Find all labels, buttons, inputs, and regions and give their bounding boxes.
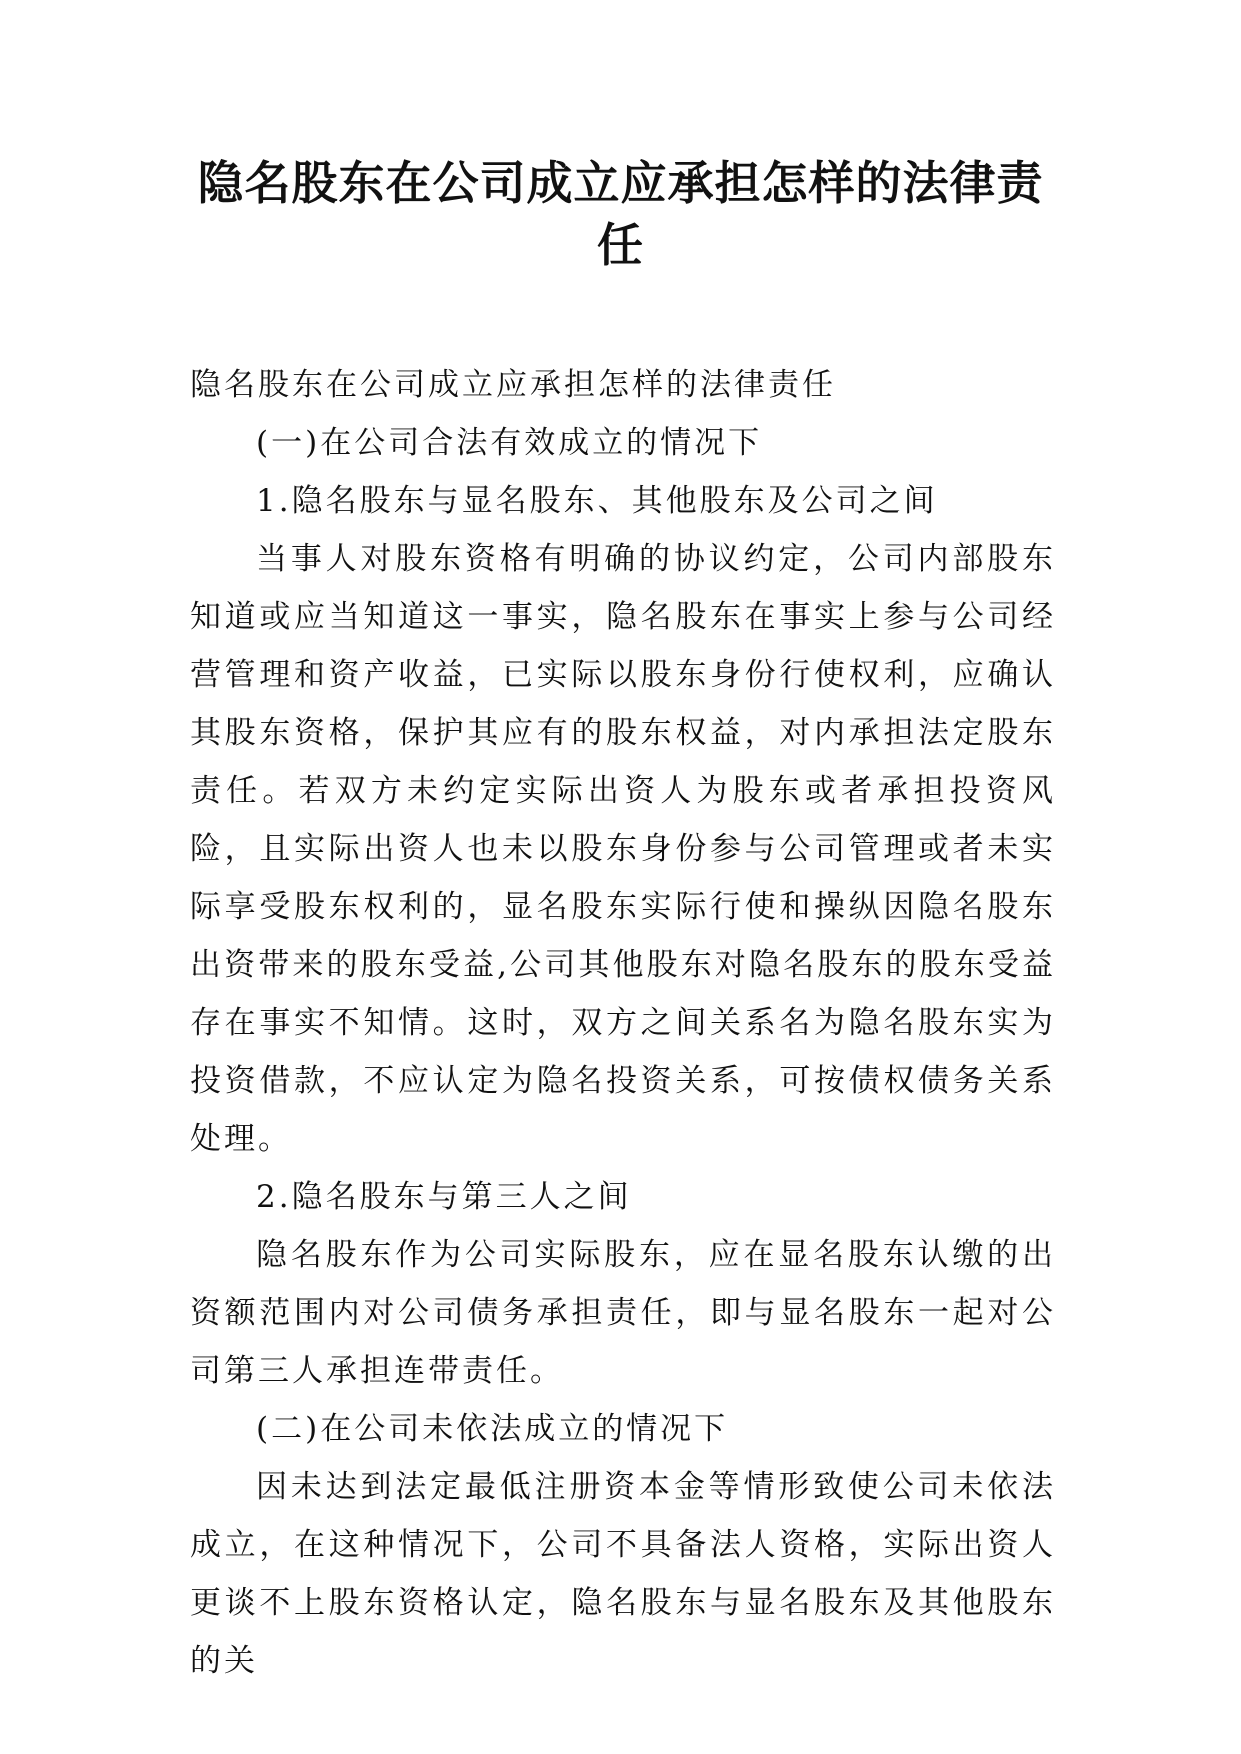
subsection-heading-2: 2.隐名股东与第三人之间 [256, 1179, 632, 1215]
paragraph: 隐名股东作为公司实际股东，应在显名股东认缴的出资额范围内对公司债务承担责任，即与显名股东一起对公司第三人承担连带责任。 [190, 1237, 1056, 1389]
paragraph: 因未达到法定最低注册资本金等情形致使公司未依法成立，在这种情况下，公司不具备法人资格，实际出资人更谈不上股东资格认定，隐名股东与显名股东及其他股东的关 [190, 1469, 1056, 1679]
subsection-heading-1: 1.隐名股东与显名股东、其他股东及公司之间 [256, 483, 938, 519]
paragraph: 当事人对股东资格有明确的协议约定，公司内部股东知道或应当知道这一事实，隐名股东在事实上参与公司经营管理和资产收益，已实际以股东身份行使权利，应确认其股东资格，保护其应有的股东权益，对内承担法定股东责任。若双方未约定实际出资人为股东或者承担投资风险，且实际出资人也未以股东身份参与公司管理或者未实际享受股东权利的，显名股东实际行使和操纵因隐名股东出资带来的股东受益,公司其他股东对隐名股东的股东受益存在事实不知情。这时，双方之间关系名为隐名股东实为投资借款，不应认定为隐名投资关系，可按债权债务关系处理。 [190, 541, 1056, 1157]
paragraph-heading: 隐名股东在公司成立应承担怎样的法律责任 [190, 367, 836, 403]
document-title: 隐名股东在公司成立应承担怎样的法律责任 [197, 156, 1044, 272]
section-heading-1: (一)在公司合法有效成立的情况下 [256, 425, 763, 461]
document-body [190, 356, 1056, 1690]
section-heading-2: (二)在公司未依法成立的情况下 [256, 1411, 729, 1447]
